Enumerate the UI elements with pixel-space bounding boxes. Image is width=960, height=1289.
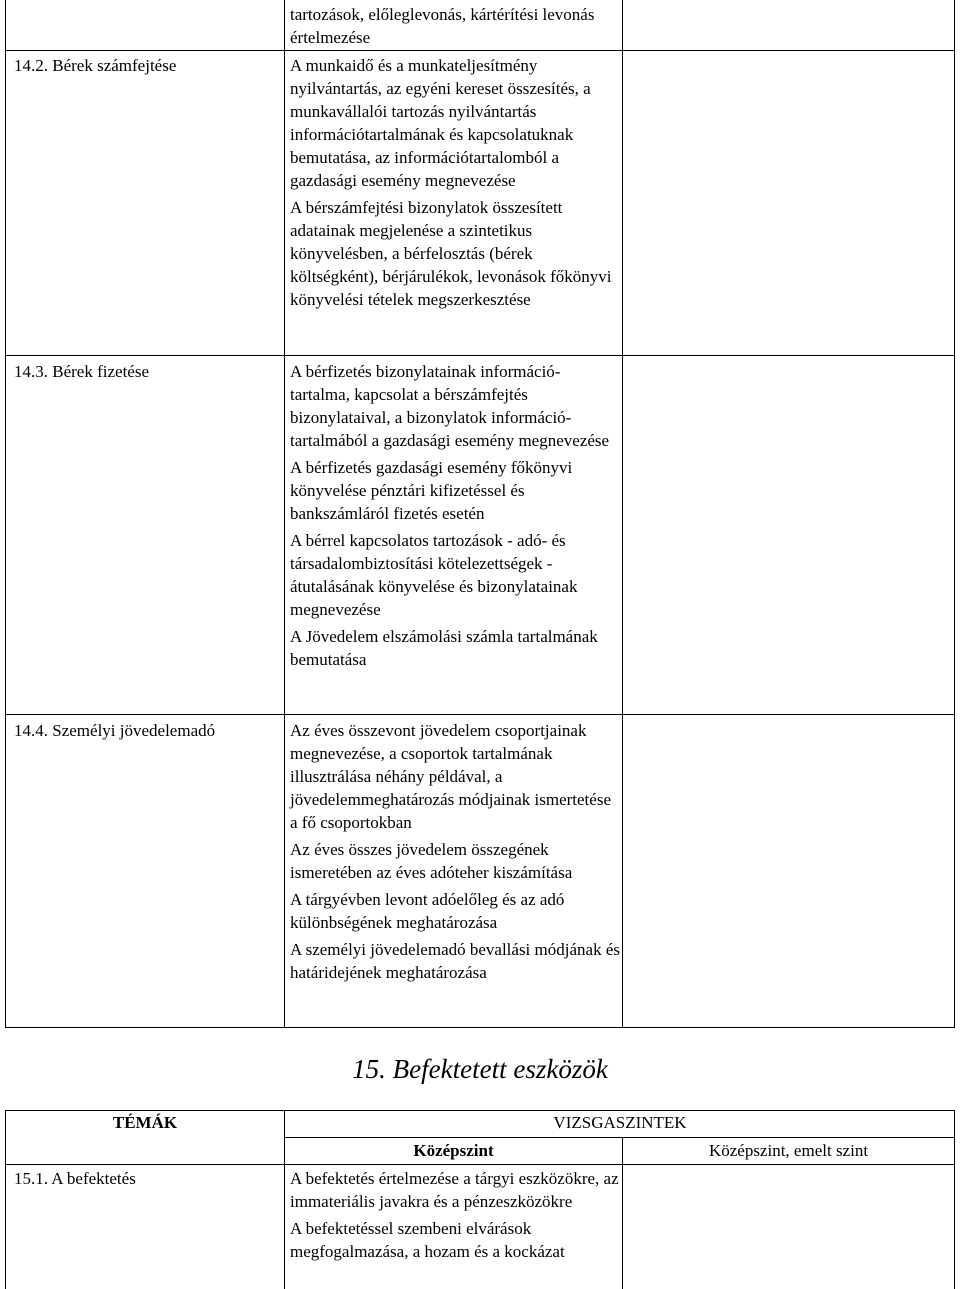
subheader-divider <box>284 1137 955 1138</box>
table-row <box>290 360 620 671</box>
section-heading: 15. Befektetett eszközök <box>352 1054 608 1084</box>
table-border-right <box>954 0 955 1028</box>
table-row <box>290 54 620 311</box>
row-divider <box>5 714 955 715</box>
content-paragraph: Az éves összes jövedelem összegének ismeretében az éves adóteher kiszámítása <box>290 840 573 882</box>
content-paragraph: A bérfizetés gazdasági esemény főkönyvi könyvelése pénztári kifizetéssel és bankszámláról fizetés esetén <box>290 458 573 523</box>
topic-cell: 14.3. Bérek fizetése <box>14 362 149 381</box>
table-border-right <box>954 1110 955 1289</box>
table-border-bottom <box>5 1027 955 1028</box>
table-border-col2 <box>622 0 623 1028</box>
table-row <box>290 3 620 49</box>
header-mid-level: Középszint <box>413 1141 494 1160</box>
row-divider <box>5 355 955 356</box>
header-exam-levels: VIZSGASZINTEK <box>553 1113 687 1132</box>
content-paragraph: A tárgyévben levont adóelőleg és az adó különbségének meghatározása <box>290 890 565 932</box>
topic-cell: 15.1. A befektetés <box>14 1169 136 1188</box>
row-divider <box>5 50 955 51</box>
content-paragraph: tartozások, előleglevonás, kártérítési levonás értelmezése <box>290 5 595 47</box>
content-paragraph: A bérrel kapcsolatos tartozások - adó- és társadalombiztosítási kötelezettségek - átutalásának könyvelése és bizonylatainak megnevezése <box>290 531 578 619</box>
table-border-left <box>5 1110 6 1289</box>
table-row <box>290 1167 620 1263</box>
content-paragraph: A munkaidő és a munkateljesítmény nyilvántartás, az egyéni kereset összesítés, a munkavállalói tartozás nyilvántartás információtartalmának és kapcsolatuknak bemutatása, az információtartalomból a gazdasági esemény megnevezése <box>290 56 591 190</box>
topic-cell: 14.2. Bérek számfejtése <box>14 56 177 75</box>
topic-cell: 14.4. Személyi jövedelemadó <box>14 721 216 740</box>
content-paragraph: A Jövedelem elszámolási számla tartalmának bemutatása <box>290 627 598 669</box>
content-paragraph: A befektetés értelmezése a tárgyi eszközökre, az immateriális javakra és a pénzeszközökre <box>290 1169 619 1211</box>
content-paragraph: A személyi jövedelemadó bevallási módjának és határidejének meghatározása <box>290 940 620 982</box>
content-paragraph: A befektetéssel szembeni elvárások megfogalmazása, a hozam és a kockázat <box>290 1219 565 1261</box>
content-paragraph: A bérfizetés bizonylatainak információ-tartalma, kapcsolat a bérszámfejtés bizonylataival, a bizonylatok információ-tartalmából a gazdasági esemény megnevezése <box>290 362 610 450</box>
table-border-col1 <box>284 1110 285 1289</box>
table-border-left <box>5 0 6 1028</box>
header-divider <box>5 1164 955 1165</box>
table-row <box>290 719 620 984</box>
content-paragraph: Az éves összevont jövedelem csoportjainak megnevezése, a csoportok tartalmának illusztrálása néhány példával, a jövedelemmeghatározás módjainak ismertetése a fő csoportokban <box>290 721 611 832</box>
table-border-col1 <box>284 0 285 1028</box>
header-advanced-level: Középszint, emelt szint <box>708 1141 869 1160</box>
header-topics: TÉMÁK <box>112 1113 178 1132</box>
content-paragraph: A bérszámfejtési bizonylatok összesített adatainak megjelenése a szintetikus könyvelésben, a bérfelosztás (bérek költségként), bérjárulékok, levonások főkönyvi könyvelési tételek megszerkesztése <box>290 198 612 309</box>
